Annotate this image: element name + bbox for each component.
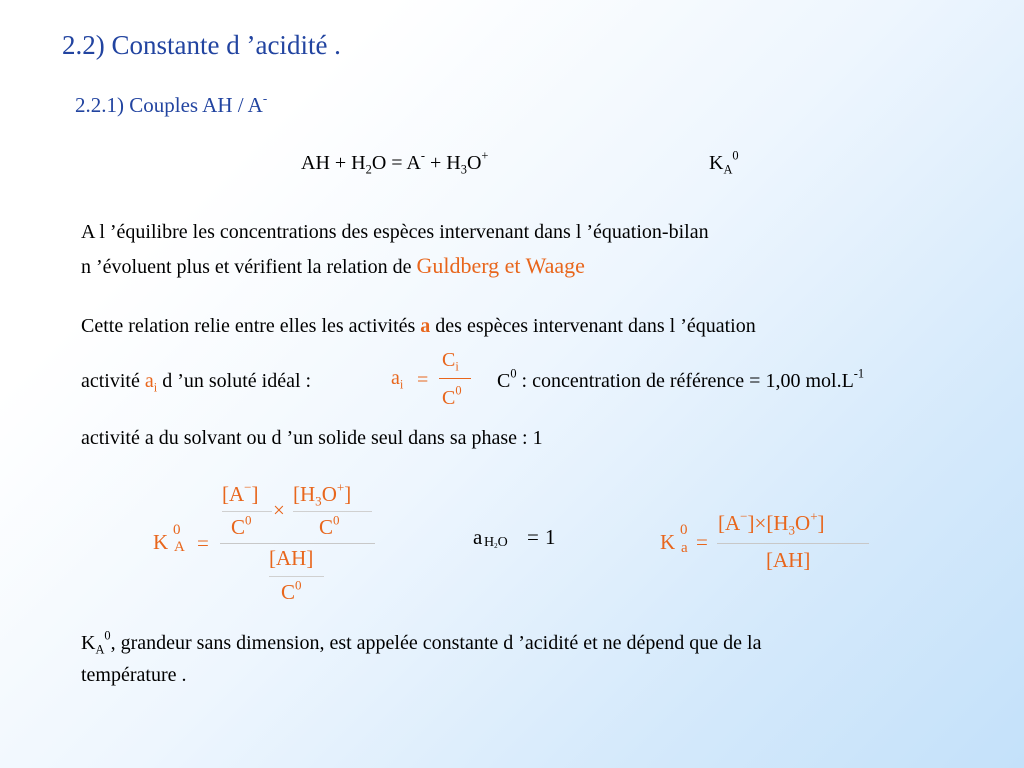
ka-simplified-formula: K 0 a = $[A^-]\times[H_3O^+]$ [AH]	[660, 508, 880, 578]
equilibrium-constant-label: $K_A^0$	[709, 148, 739, 177]
acid-base-equation: AH + $H_2O = A^- + H_3O^+$	[301, 148, 489, 177]
conclusion-line2: température .	[81, 664, 187, 686]
section-subtitle: 2.2.1) Couples AH / A-	[75, 90, 268, 117]
ka-definition-formula: K 0 A = [A−] × $[H_3O^+]$ $C^0$ $C^0$ [AH] $C^0$	[150, 478, 380, 613]
equilibrium-text-line1: A l ’équilibre les concentrations des espèces intervenant dans l ’équation-bilan	[81, 221, 709, 243]
water-activity-formula: a H2O = 1	[473, 525, 556, 550]
solute-activity-text: activité $a_i$ d ’un soluté idéal :	[81, 370, 312, 395]
slide-title: 2.2) Constante d ’acidité .	[62, 30, 341, 60]
solvent-activity-text: activité a du solvant ou d ’un solide seul dans sa phase : 1	[81, 427, 543, 449]
solute-activity-formula: $a_i$ = $C_i$ $C^0$	[391, 349, 481, 413]
equilibrium-text-line2: n ’évoluent plus et vérifient la relation de Guldberg et Waage	[81, 253, 585, 278]
guldberg-waage-highlight: Guldberg et Waage	[416, 253, 585, 278]
reference-concentration-text: $C^0$ : concentration de référence = 1,00 $mol.L^{-1}$	[497, 366, 865, 392]
conclusion-line1: $K_A^0$, grandeur sans dimension, est appelée constante d ’acidité et ne dépend que de la	[81, 628, 762, 657]
activity-relation-text: Cette relation relie entre elles les activités a des espèces intervenant dans l ’équation	[81, 315, 756, 337]
